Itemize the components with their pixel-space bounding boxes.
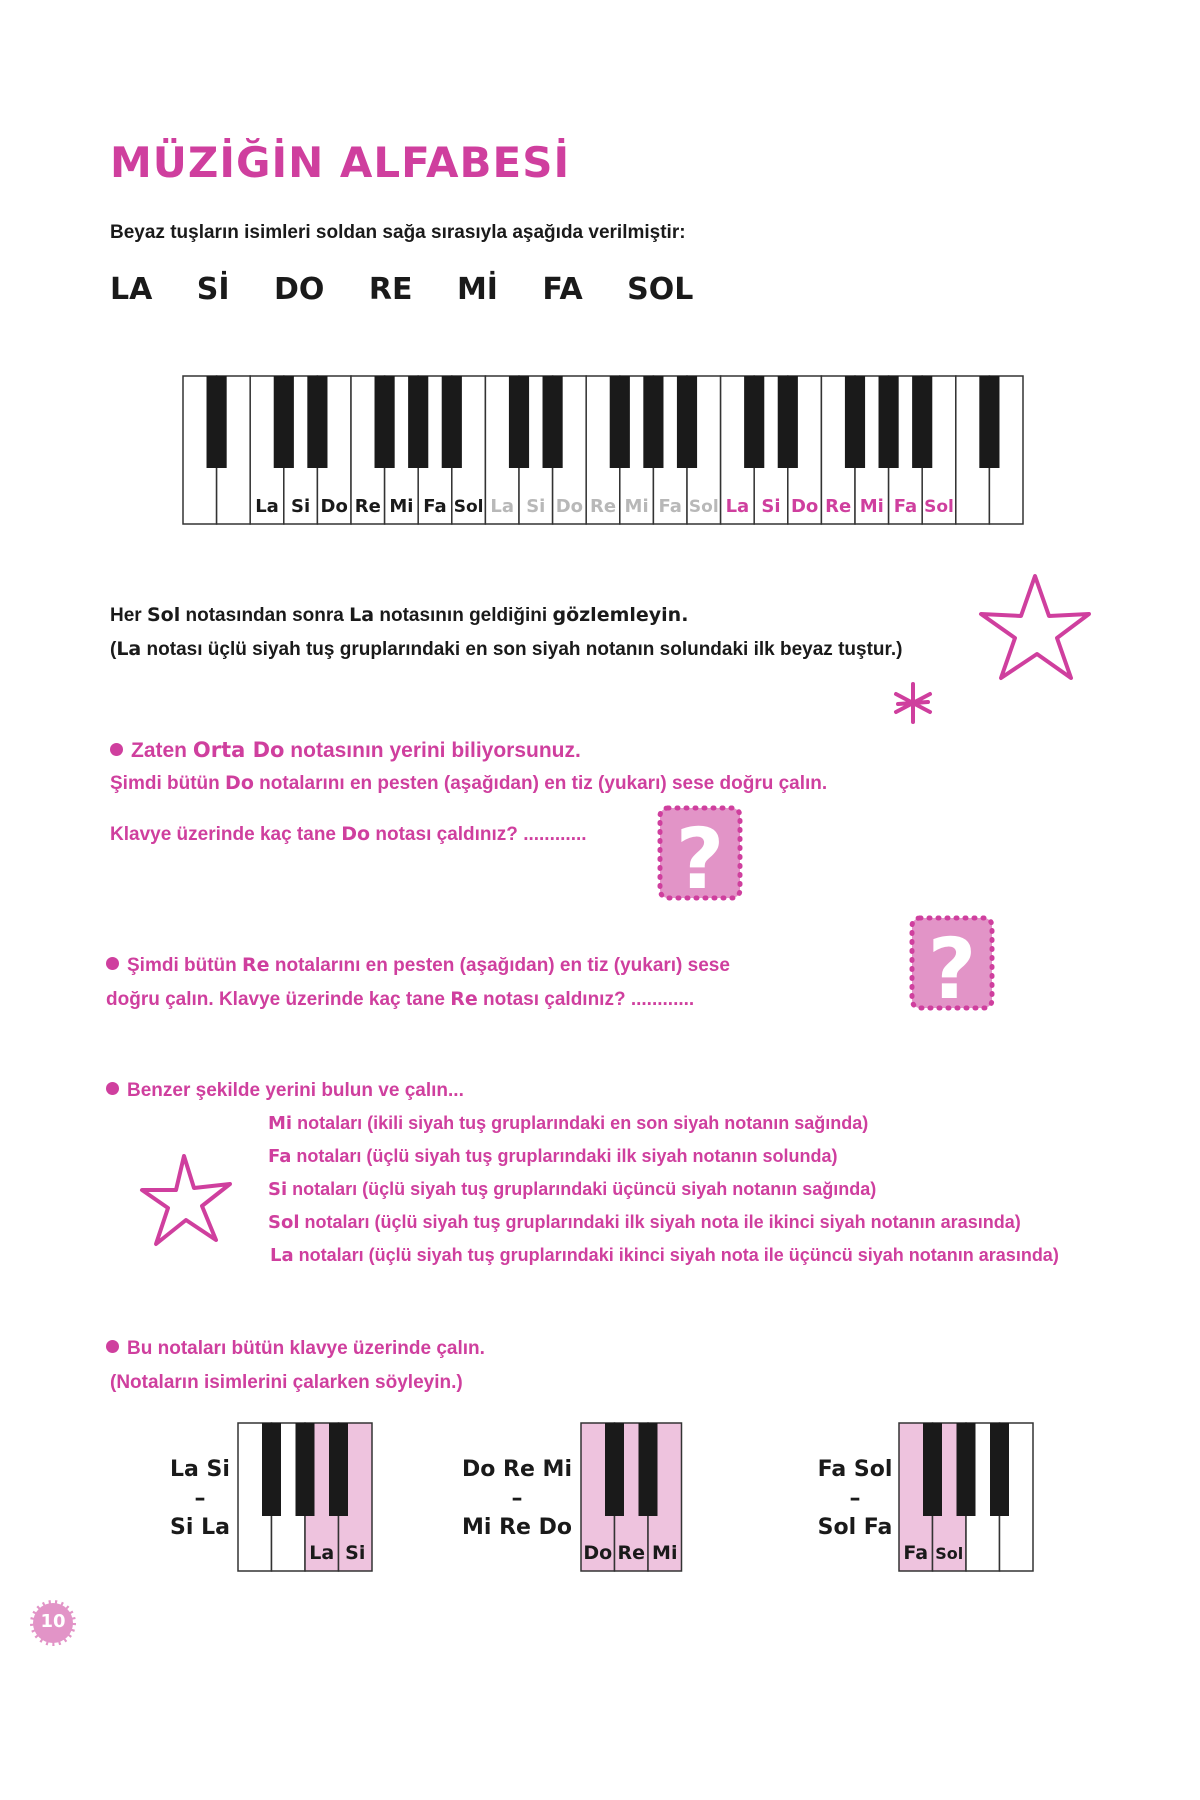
black-key [778,376,798,468]
black-key [543,376,563,468]
key-label: La [309,1542,335,1564]
alphabet-note: SOL [627,272,694,307]
key-label: La [490,496,515,517]
mini-keyboard-do-re-mi [580,1422,684,1574]
re-line-1: Şimdi bütün Re notalarını en pesten (aşağıdan) en tiz (yukarı) sese [106,954,730,977]
do-line-3: Klavye üzerinde kaç tane Do notası çaldınız? ............ [110,823,587,845]
key-label: La [255,496,279,517]
key-label: Si [761,496,781,517]
black-key [923,1423,942,1516]
observe-line-1: Her Sol notasından sonra La notasının geldiğini gözlemleyin. [110,604,689,626]
page-number-badge [28,1598,78,1648]
key-label: Do [320,496,348,517]
key-label: Fa [423,496,447,517]
black-key [990,1423,1009,1516]
black-key [957,1423,976,1516]
key-label: Re [589,496,617,517]
black-key [274,376,294,468]
key-label: Re [825,496,852,517]
play-line-1: Bu notaları bütün klavye üzerinde çalın. [106,1338,485,1360]
key-label: Sol [453,497,484,517]
key-label: Do [555,496,584,517]
find-item: Sol notaları (üçlü siyah tuş gruplarındaki ilk siyah nota ile ikinci siyah notanın arasında) [268,1212,1021,1233]
black-key [442,376,462,468]
mini-label-group: Do Re Mi – Mi Re Do [462,1457,572,1540]
key-label: Fa [893,496,918,517]
key-label: Re [354,496,381,517]
page-title: MÜZİĞİN ALFABESİ [110,138,571,187]
black-key [296,1423,315,1516]
play-line-2: (Notaların isimlerini çalarken söyleyin.) [110,1372,463,1393]
key-label: Sol [688,497,719,517]
note-alphabet [110,272,727,307]
find-item: La notaları (üçlü siyah tuş gruplarındaki ikinci siyah nota ile üçüncü siyah notanın arasında) [270,1245,1059,1266]
key-label: Si [526,496,546,517]
key-label: Sol [935,1544,964,1563]
black-key [329,1423,348,1516]
bullet-icon [106,957,119,970]
black-key [605,1423,624,1516]
question-badge-icon [902,908,1002,1018]
find-item: Mi notaları (ikili siyah tuş gruplarındaki en son siyah notanın sağında) [268,1113,869,1134]
black-key [408,376,428,468]
black-key [207,376,227,468]
black-key [845,376,865,468]
alphabet-note: Sİ [196,272,230,307]
mini-keyboard-fa-sol [898,1422,1035,1574]
key-label: Do [790,496,819,517]
svg-text:?: ? [675,810,725,908]
star-doodle-icon [138,1150,238,1250]
black-key [912,376,932,468]
find-item: Si notaları (üçlü siyah tuş gruplarındaki üçüncü siyah notanın sağında) [268,1179,877,1200]
key-label: Fa [658,496,682,517]
key-label: Mi [389,496,414,517]
black-key [744,376,764,468]
bullet-icon [106,1082,119,1095]
mini-label-group: La Si – Si La [170,1457,230,1540]
alphabet-note: LA [110,272,153,307]
find-lead: Benzer şekilde yerini bulun ve çalın... [106,1080,464,1102]
re-line-2: doğru çalın. Klavye üzerinde kaç tane Re notası çaldınız? ............ [106,988,695,1010]
alphabet-note: DO [274,272,325,307]
asterisk-doodle-icon [890,680,936,726]
key-label: Si [345,1542,366,1564]
observe-line-2: (La notası üçlü siyah tuş gruplarındaki en son siyah notanın solundaki ilk beyaz tuştur.) [110,638,903,660]
black-key [979,376,999,468]
star-doodle-icon [975,570,1095,690]
alphabet-note: RE [368,272,413,307]
find-item: Fa notaları (üçlü siyah tuş gruplarındaki ilk siyah notanın solunda) [268,1146,838,1167]
intro-text: Beyaz tuşların isimleri soldan sağa sırasıyla aşağıda verilmiştir: [110,222,686,243]
key-label: Fa [903,1542,929,1564]
black-key [375,376,395,468]
alphabet-note: Mİ [456,272,498,307]
black-key [610,376,630,468]
alphabet-note: FA [542,272,583,307]
black-key [643,376,663,468]
piano-keyboard [182,375,1024,525]
black-key [262,1423,281,1516]
mini-keyboard-la-si [237,1422,374,1574]
do-line-2: Şimdi bütün Do notalarını en pesten (aşağıdan) en tiz (yukarı) sese doğru çalın. [110,772,828,794]
bullet-icon [106,1340,119,1353]
black-key [509,376,529,468]
key-label: Do [583,1542,613,1564]
svg-text:?: ? [927,920,977,1018]
key-label: Mi [652,1542,678,1564]
key-label: Sol [924,497,954,517]
bullet-icon [110,743,123,756]
black-key [639,1423,658,1516]
mini-label-group: Fa Sol – Sol Fa [817,1457,893,1540]
key-label: Si [291,496,311,517]
key-label: Mi [859,496,884,517]
black-key [677,376,697,468]
page-number: 10 [40,1611,66,1632]
black-key [879,376,899,468]
question-badge-icon [650,798,750,908]
key-label: Mi [624,496,649,517]
do-line-1: Zaten Orta Do notasının yerini biliyorsunuz. [110,738,581,763]
black-key [307,376,327,468]
key-label: Re [617,1542,646,1564]
key-label: La [725,496,750,517]
